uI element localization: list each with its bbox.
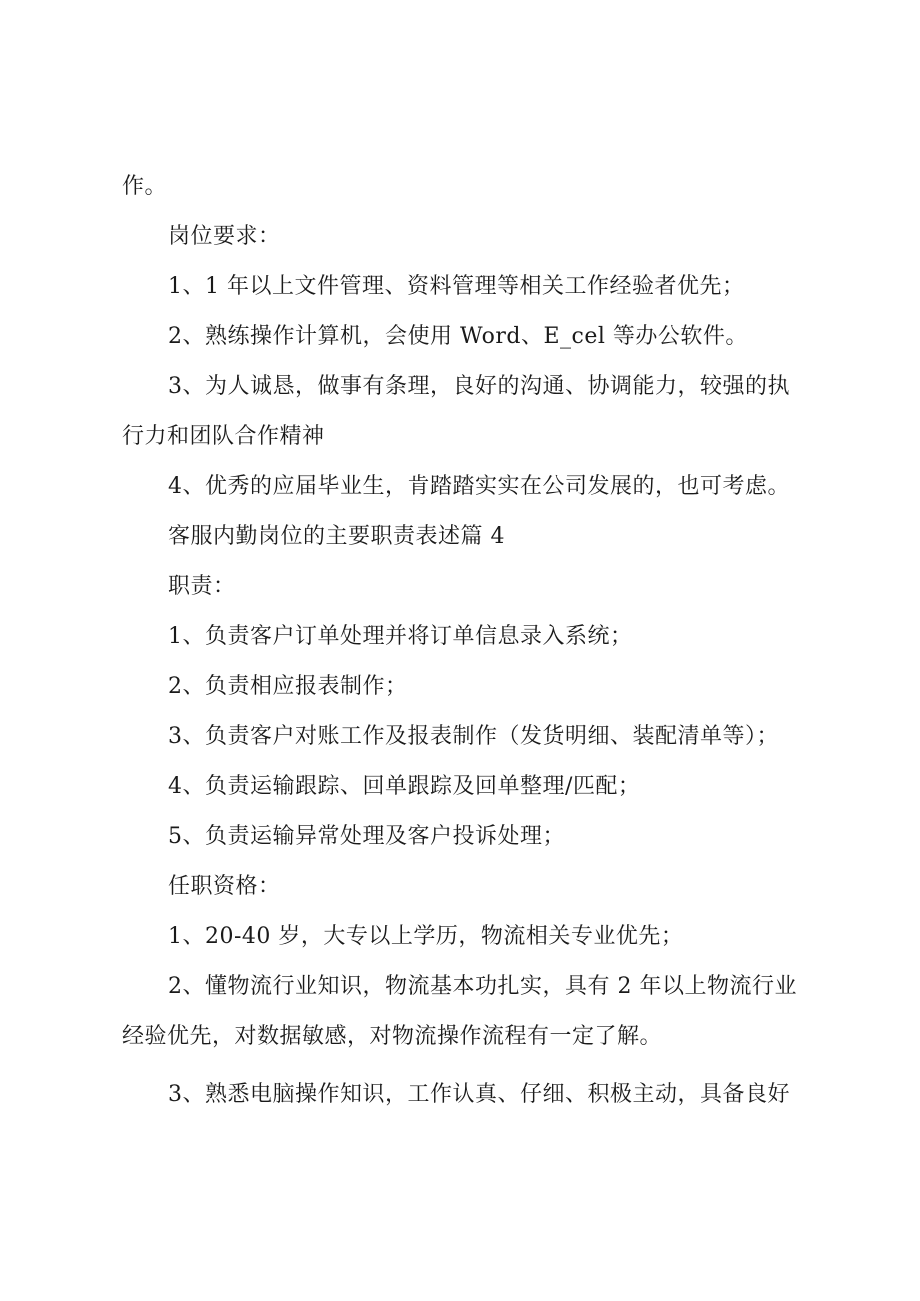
list-item-continuation: 经验优先，对数据敏感，对物流操作流程有一定了解。	[122, 1024, 663, 1049]
list-item: 3、负责客户对账工作及报表制作（发货明细、装配清单等）；	[168, 724, 779, 749]
section-heading-qualifications: 任职资格：	[168, 874, 281, 899]
list-item: 3、为人诚恳，做事有条理，良好的沟通、协调能力，较强的执	[168, 374, 790, 399]
list-item: 2、懂物流行业知识，物流基本功扎实，具有 2 年以上物流行业	[168, 974, 797, 999]
list-item-continuation: 行力和团队合作精神	[122, 424, 325, 449]
list-item: 1、20-40 岁，大专以上学历，物流相关专业优先；	[168, 924, 684, 949]
list-item: 2、熟练操作计算机，会使用 Word、E_cel 等办公软件。	[168, 324, 748, 349]
paragraph-continuation: 作。	[122, 174, 168, 199]
list-item: 4、优秀的应届毕业生，肯踏踏实实在公司发展的，也可考虑。	[168, 474, 790, 499]
list-item: 1、负责客户订单处理并将订单信息录入系统；	[168, 624, 633, 649]
section-heading-requirements: 岗位要求：	[168, 224, 281, 249]
article-section-title: 客服内勤岗位的主要职责表述篇 4	[168, 524, 505, 549]
list-item: 5、负责运输异常处理及客户投诉处理；	[168, 824, 565, 849]
section-heading-duties: 职责：	[168, 574, 236, 599]
list-item: 3、熟悉电脑操作知识，工作认真、仔细、积极主动，具备良好	[168, 1082, 790, 1107]
list-item: 1、1 年以上文件管理、资料管理等相关工作经验者优先；	[168, 274, 745, 299]
list-item: 2、负责相应报表制作；	[168, 674, 408, 699]
list-item: 4、负责运输跟踪、回单跟踪及回单整理/匹配；	[168, 774, 641, 799]
